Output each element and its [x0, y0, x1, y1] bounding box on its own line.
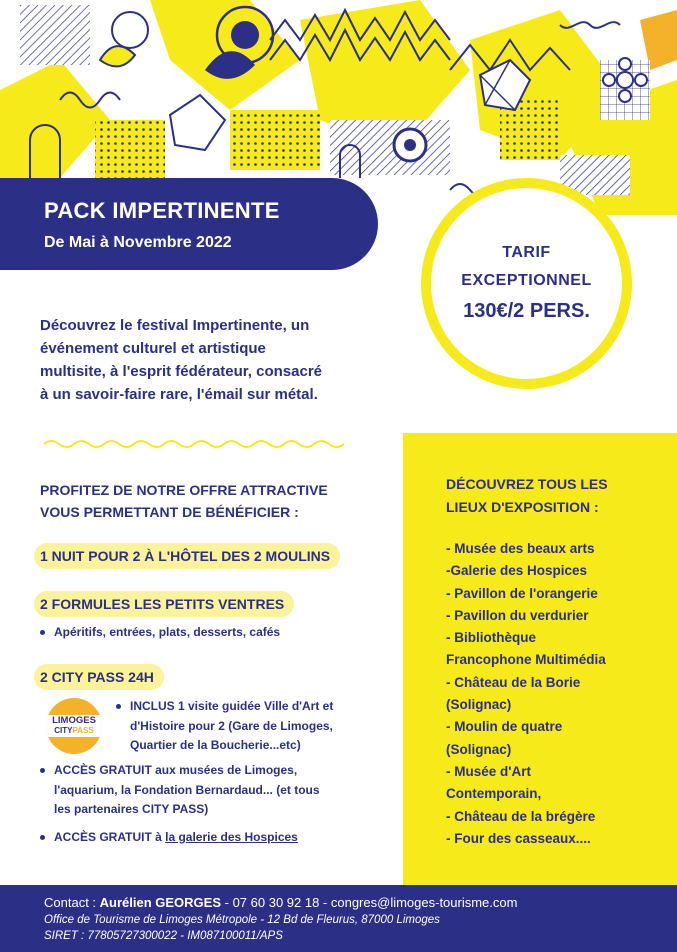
galerie-hospices-link[interactable]: la galerie des Hospices [165, 829, 298, 844]
bullet-line: les partenaires CITY PASS) [54, 802, 209, 816]
logo-text-citypass [46, 726, 102, 736]
footer-address: Office de Tourisme de Limoges Métropole - 12 Bd de Fleurus, 87000 Limoges [44, 914, 440, 926]
venue-item: (Solignac) [446, 697, 512, 713]
venue-item: - Musée d'Art [446, 763, 531, 779]
venue-item: - Moulin de quatre [446, 719, 563, 735]
offer-item-hotel: 1 NUIT POUR 2 À L'HÔTEL DES 2 MOULINS [34, 543, 340, 569]
offer-title-line: PROFITEZ DE NOTRE OFFRE ATTRACTIVE [40, 482, 328, 498]
offer-item-petits-ventres: 2 FORMULES LES PETITS VENTRES [34, 591, 294, 617]
venue-item: Contemporain, [446, 786, 542, 802]
venue-item: - Pavillon de l'orangerie [446, 585, 598, 601]
venue-item: Francophone Multimédia [446, 652, 606, 668]
title-banner [0, 178, 378, 270]
bullet-line: l'aquarium, la Fondation Bernardaud... (et tous [54, 782, 320, 797]
bullet-line: d'Histoire pour 2 (Gare de Limoges, [130, 718, 333, 733]
venues-title [446, 473, 656, 519]
intro-line: événement culturel et artistique [40, 340, 266, 357]
price-badge [421, 178, 632, 389]
venue-item: - Four des casseaux.... [446, 830, 591, 846]
wavy-divider [44, 438, 344, 450]
footer-contact [44, 894, 517, 912]
intro-line: multisite, à l'esprit fédérateur, consacré [40, 363, 323, 380]
venue-item: -Galerie des Hospices [446, 563, 588, 579]
price-label-line2: EXCEPTIONNEL [461, 272, 592, 289]
page-subtitle: De Mai à Novembre 2022 [44, 234, 232, 251]
price-label-line1: TARIF [502, 244, 551, 261]
footer-contact-details: - 07 60 30 92 18 - congres@limoges-tourisme.com [221, 895, 518, 910]
venues-title-line: DÉCOUVREZ TOUS LES [446, 476, 608, 492]
venues-title-line: LIEUX D'EXPOSITION : [446, 499, 599, 515]
logo-text-pass: PASS [72, 726, 94, 735]
logo-text-limoges: LIMOGES [52, 715, 96, 726]
offer-title [40, 479, 390, 523]
bullet-item [114, 697, 374, 756]
footer-contact-name: Aurélien GEORGES [99, 895, 222, 910]
price-amount: 130€/2 PERS. [463, 300, 590, 322]
bullet-line: INCLUS 1 visite guidée Ville d'Art et [130, 699, 334, 713]
bullet-text: ACCÈS GRATUIT à [54, 829, 166, 844]
bullet-item [38, 761, 378, 820]
venues-list [446, 538, 671, 850]
petits-ventres-bullets [38, 623, 378, 643]
access-bullets [38, 761, 378, 847]
intro-paragraph [40, 314, 385, 406]
bullet-item [38, 828, 378, 848]
city-pass-bullets [114, 697, 374, 756]
bullet-item: Apéritifs, entrées, plats, desserts, cafés [38, 623, 378, 643]
footer [0, 885, 677, 952]
bullet-line: Quartier de la Boucherie...etc) [130, 738, 301, 752]
venue-item: - Pavillon du verdurier [446, 607, 589, 623]
venue-item: - Château de la brégère [446, 808, 596, 824]
offer-item-city-pass: 2 CITY PASS 24H [34, 664, 164, 690]
limoges-city-pass-logo [46, 698, 102, 754]
offer-title-line: VOUS PERMETTANT DE BÉNÉFICIER : [40, 504, 299, 520]
intro-line: à un savoir-faire rare, l'émail sur métal. [40, 386, 318, 403]
venue-item: - Musée des beaux arts [446, 541, 595, 556]
logo-text-city: CITY [54, 726, 73, 735]
venue-item: (Solignac) [446, 741, 512, 757]
intro-line: Découvrez le festival Impertinente, un [40, 317, 310, 334]
footer-contact-label: Contact : [44, 895, 100, 910]
venue-item: - Château de la Borie [446, 674, 581, 690]
footer-siret: SIRET : 77805727300022 - IM087100011/APS [44, 930, 283, 942]
bullet-line: ACCÈS GRATUIT aux musées de Limoges, [54, 763, 298, 777]
page-title: PACK IMPERTINENTE [44, 198, 280, 223]
venue-item: - Bibliothèque [446, 630, 536, 646]
